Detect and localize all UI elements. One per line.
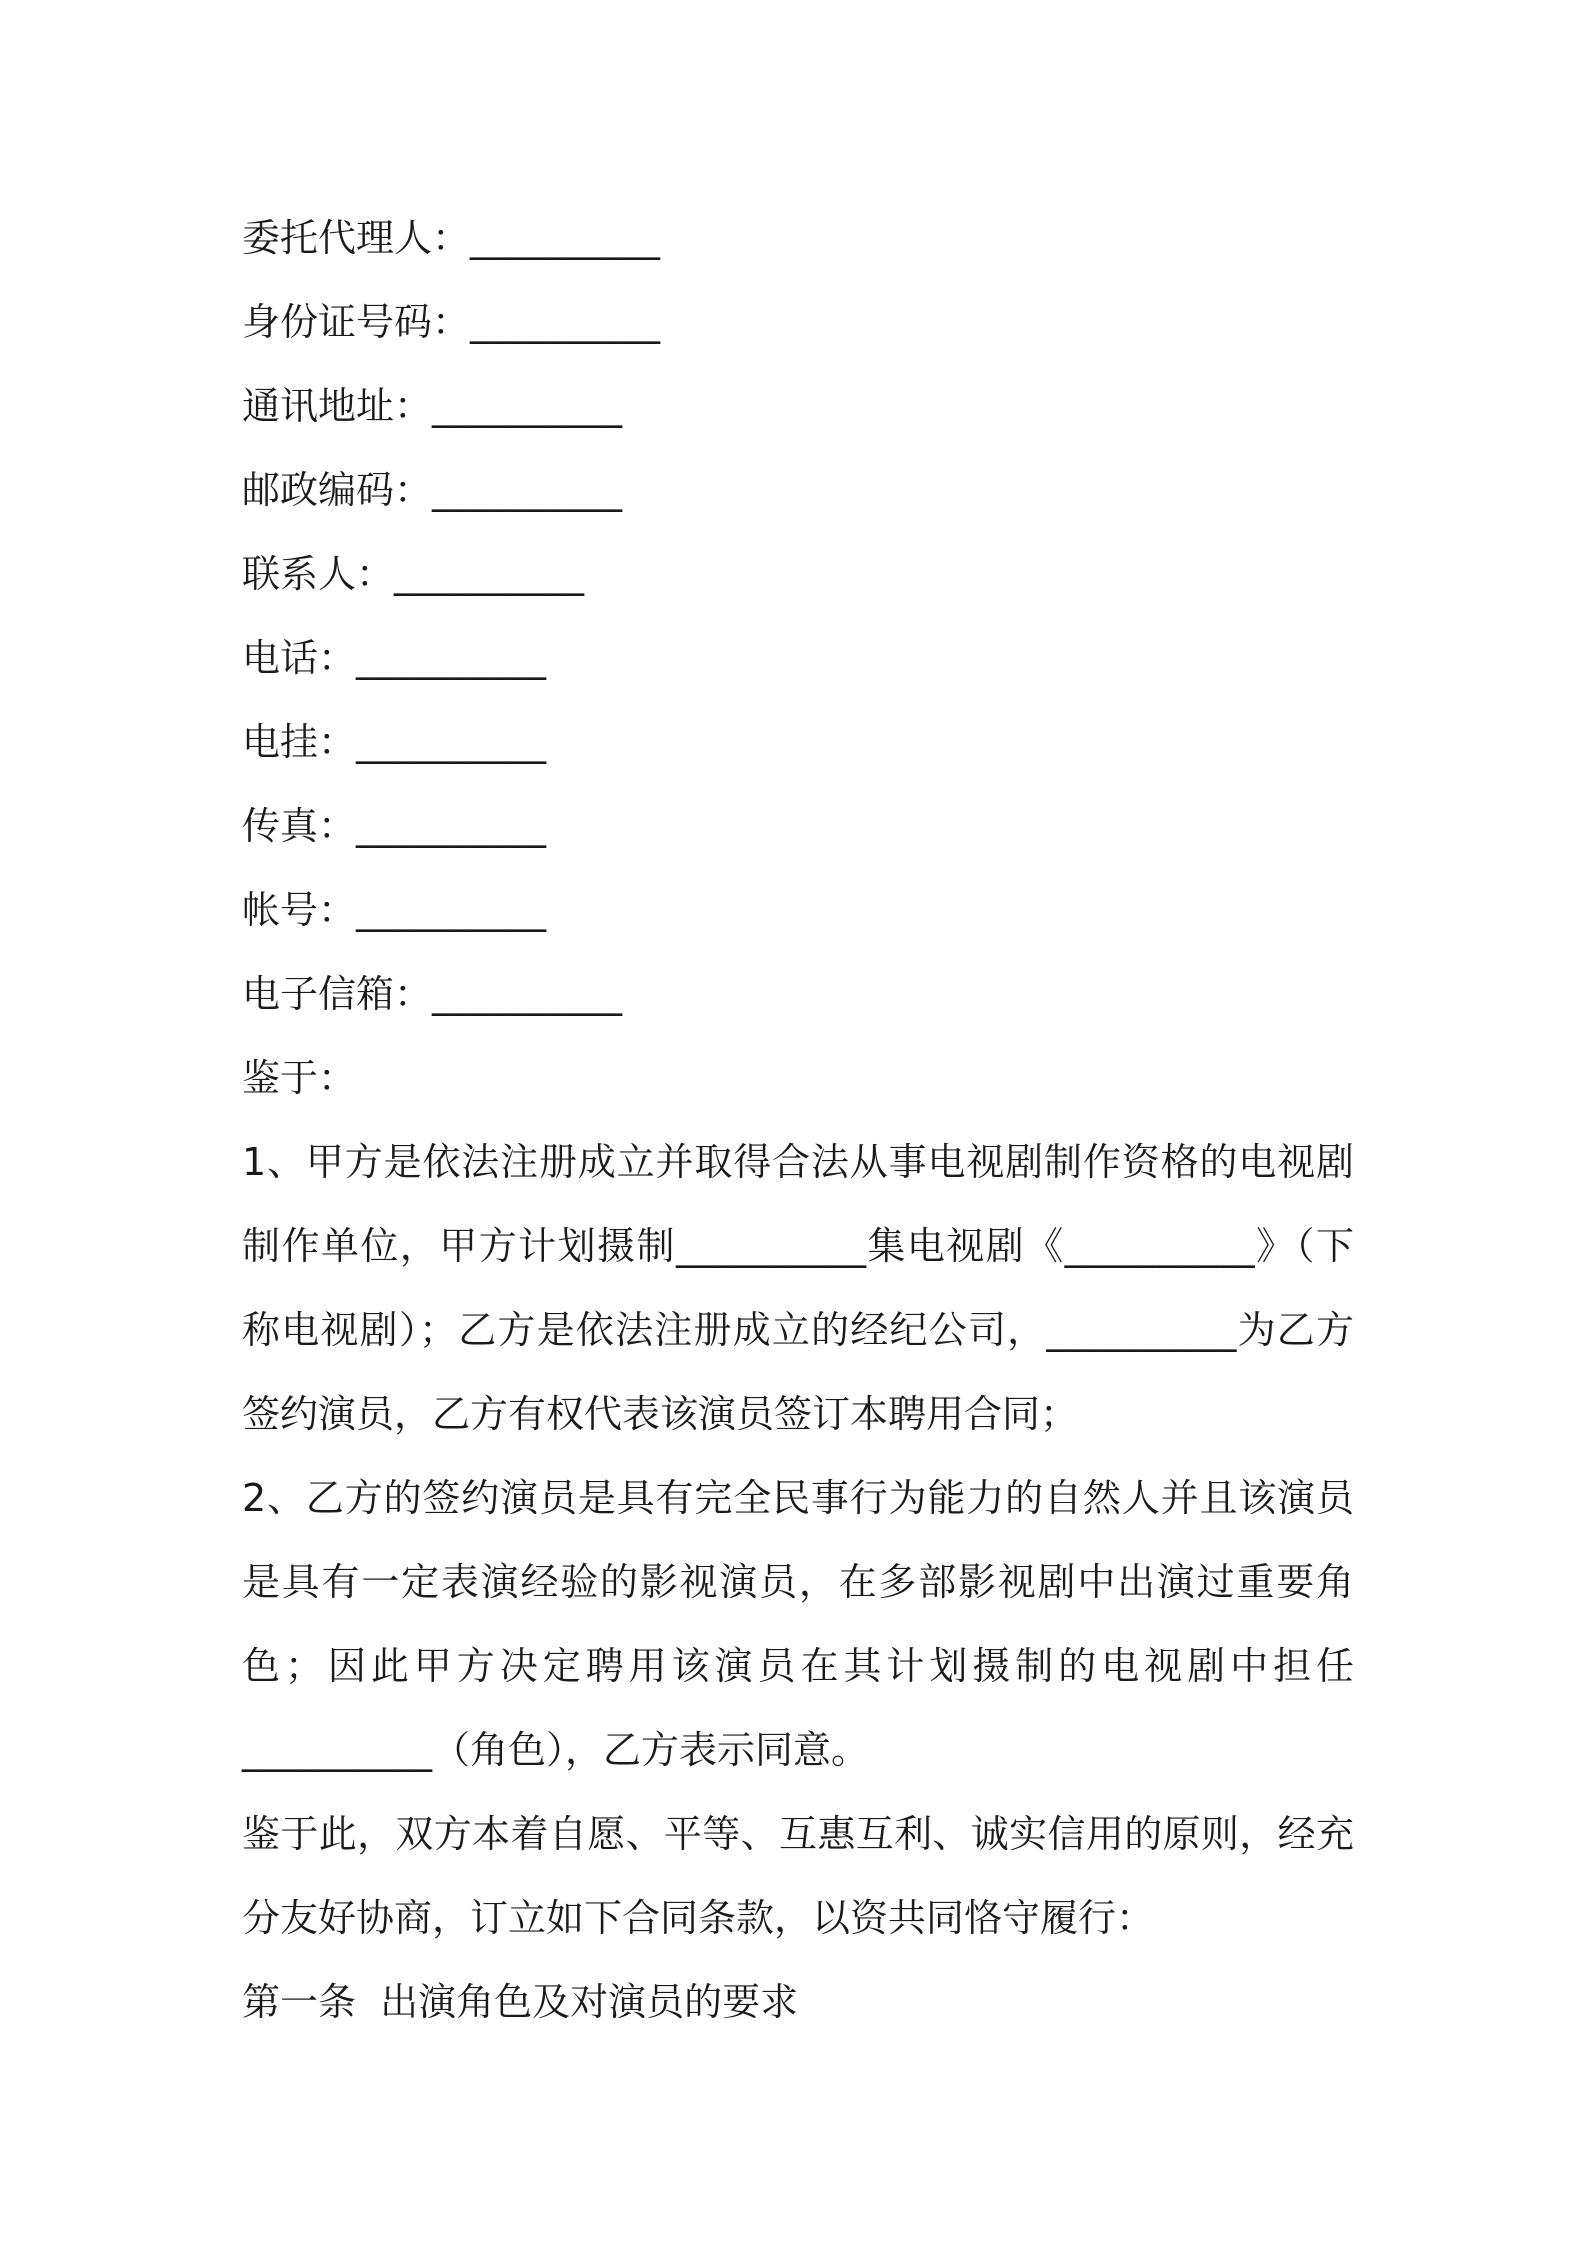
field-label: 帐号： bbox=[242, 888, 357, 932]
field-label: 联系人： bbox=[242, 552, 395, 596]
field-blank: __________ bbox=[470, 300, 661, 344]
field-phone bbox=[242, 616, 1354, 700]
field-email bbox=[242, 952, 1354, 1036]
whereas-clause-1: 1、甲方是依法注册成立并取得合法从事电视剧制作资格的电视剧制作单位，甲方计划摄制__________集电视剧《__________》（下称电视剧）；乙方是依法注册成立的经纪公司，__________为乙方签约演员，乙方有权代表该演员签订本聘用合同； bbox=[242, 1140, 1354, 1436]
field-blank: __________ bbox=[356, 888, 547, 932]
field-address bbox=[242, 364, 1354, 448]
field-blank: __________ bbox=[356, 720, 547, 764]
field-label: 电挂： bbox=[242, 720, 357, 764]
document-body bbox=[242, 196, 1354, 2044]
conclusion-paragraph: 鉴于此，双方本着自愿、平等、互惠互利、诚实信用的原则，经充分友好协商，订立如下合同条款，以资共同恪守履行： bbox=[242, 1812, 1354, 1940]
field-blank: __________ bbox=[432, 384, 623, 428]
field-blank: __________ bbox=[432, 972, 623, 1016]
field-fax bbox=[242, 784, 1354, 868]
field-label: 委托代理人： bbox=[242, 216, 471, 260]
field-label: 电子信箱： bbox=[242, 972, 433, 1016]
article-1-title: 第一条 出演角色及对演员的要求 bbox=[242, 1980, 799, 2024]
field-label: 邮政编码： bbox=[242, 468, 433, 512]
field-blank: __________ bbox=[356, 636, 547, 680]
field-label: 通讯地址： bbox=[242, 384, 433, 428]
field-telegraph bbox=[242, 700, 1354, 784]
field-agent bbox=[242, 196, 1354, 280]
whereas-clause-2: 2、乙方的签约演员是具有完全民事行为能力的自然人并且该演员是具有一定表演经验的影视演员，在多部影视剧中出演过重要角色；因此甲方决定聘用该演员在其计划摄制的电视剧中担任__________（角色），乙方表示同意。 bbox=[242, 1476, 1354, 1772]
field-label: 传真： bbox=[242, 804, 357, 848]
field-postcode bbox=[242, 448, 1354, 532]
field-account bbox=[242, 868, 1354, 952]
field-label: 电话： bbox=[242, 636, 357, 680]
field-blank: __________ bbox=[470, 216, 661, 260]
whereas-heading: 鉴于： bbox=[242, 1056, 357, 1100]
field-blank: __________ bbox=[432, 468, 623, 512]
field-blank: __________ bbox=[356, 804, 547, 848]
field-id-number bbox=[242, 280, 1354, 364]
field-contact bbox=[242, 532, 1354, 616]
field-label: 身份证号码： bbox=[242, 300, 471, 344]
field-blank: __________ bbox=[394, 552, 585, 596]
